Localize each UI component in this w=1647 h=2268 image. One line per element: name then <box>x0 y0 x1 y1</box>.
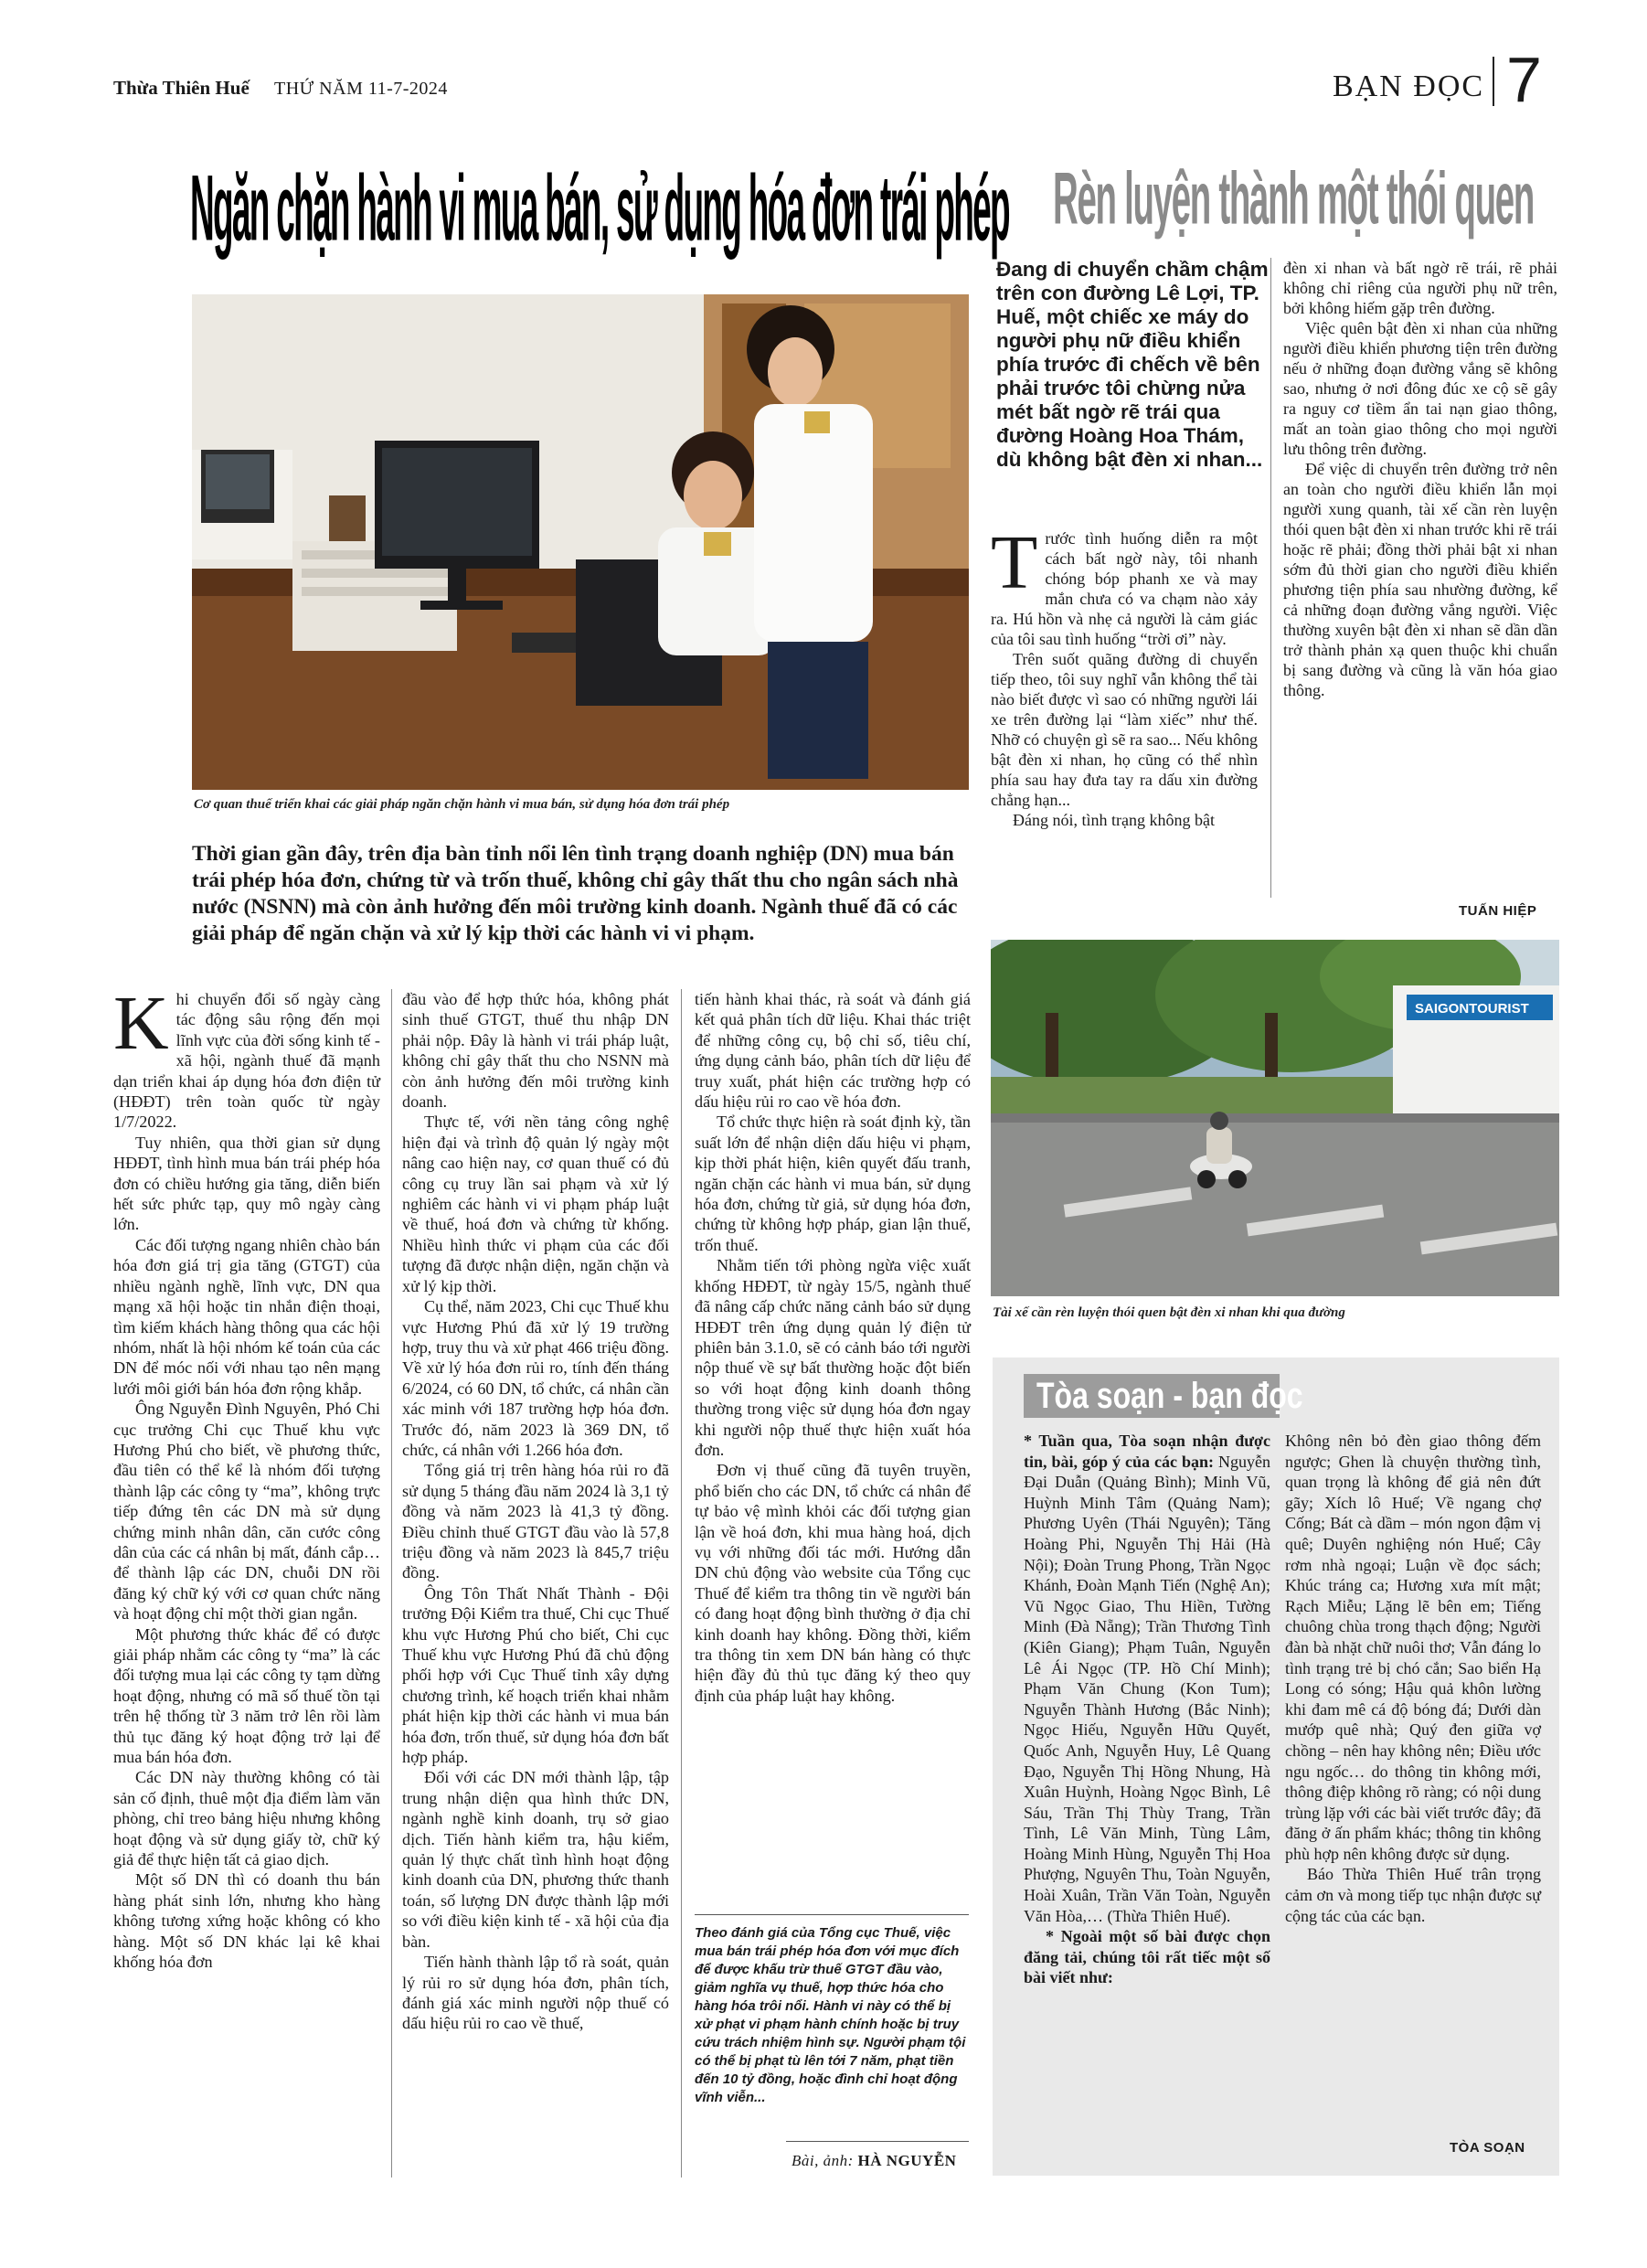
paragraph: Ông Tôn Thất Nhất Thành - Đội trưởng Đội Kiểm tra thuế, Chi cục Thuế khu vực Hương Phú cho biết, Chi cục Thuế khu vực Hương Phú đã chủ động phối hợp với Cục Thuế tỉnh xây dựng chương trình, kế hoạch triển khai nhằm phát hiện kịp thời các hành vi mua bán hóa đơn, trốn thuế, sử dụng hóa đơn bất hợp pháp. <box>402 1583 669 1767</box>
section-title: BẠN ĐỌC <box>1333 69 1485 103</box>
note-top-rule <box>695 1914 969 1915</box>
paragraph: Nhằm tiến tới phòng ngừa việc xuất khống HĐĐT, từ ngày 15/5, ngành thuế đã nâng cấp chức năng cảnh báo sử dụng HĐĐT trên ứng dụng quản lý điện tử phiên bản 3.1.0, sẽ có cảnh báo tới người nộp thuế về sự bất thường hoặc đột biến so với hoạt động kinh doanh thông thường trong việc sử dụng hóa đơn ngay khi người nộp thuế thực hiện xuất hóa đơn. <box>695 1256 971 1459</box>
paragraph: Các DN này thường không có tài sản cố định, thuê một địa điểm làm văn phòng, chỉ treo bảng hiệu nhưng không hoạt động và sử dụng giấy tờ, chữ ký giả để thực hiện tất cả giao dịch. <box>113 1768 380 1869</box>
paragraph: Tiến hành thành lập tổ rà soát, quản lý rủi ro sử dụng hóa đơn, phân tích, đánh giá xác minh người nộp thuế có dấu hiệu rủi ro cao về thuế, <box>402 1953 669 2033</box>
side-column-1 <box>991 520 1258 830</box>
byline-label: Bài, ảnh: <box>792 2152 854 2169</box>
paragraph: Đơn vị thuế cũng đã tuyên truyền, phổ biến cho các DN, tổ chức cá nhân để tự bảo vệ mình khỏi các đối tượng gian lận về hoá đơn, khi mua hàng hoá, dịch vụ với những đối tác mới. Hướng dẫn DN chủ động vào website của Tổng cục Thuế để kiểm tra thông tin về người bán có đang hoạt động bình thường ở địa chỉ kinh doanh hay không. Đồng thời, kiểm tra thông tin xem DN bán hàng có thực hiện đầy đủ thủ tục đăng ký theo quy định của pháp luật hay không. <box>695 1461 971 1705</box>
paragraph: đầu vào để hợp thức hóa, không phát sinh thuế GTGT, thuế thu nhập DN phải nộp. Đây là hành vi trái pháp luật, không chỉ gây thất thu cho NSNN mà còn ảnh hưởng đến môi trường kinh doanh. <box>402 990 669 1112</box>
side-column-2 <box>1283 258 1557 700</box>
paragraph: Đáng nói, tình trạng không bật <box>1013 811 1215 829</box>
main-column-2 <box>402 989 669 2034</box>
main-column-1 <box>113 981 380 1973</box>
paragraph: tiến hành khai thác, rà soát và đánh giá kết quả phân tích dữ liệu. Khai thác triệt để những công cụ, bộ chỉ số, tiêu chí, ứng dụng cảnh báo, phân tích dữ liệu để truy xuất, phát hiện các trường hợp có dấu hiệu rủi ro cao về hóa đơn. <box>695 990 971 1112</box>
paragraph: Ông Nguyễn Đình Nguyên, Phó Chi cục trưởng Chi cục Thuế khu vực Hương Phú cho biết, về phương thức, đầu tiên có thể kể là nhóm đối tượng thành lập các công ty “ma”, không trực tiếp đứng tên các DN mà sử dụng chứng minh nhân dân, căn cước công dân của các cá nhân bị mất, đánh cắp… để thành lập các DN, chuỗi DN rồi đăng ký chữ ký với cơ quan chức năng và hoạt động chỉ một thời gian ngắn. <box>113 1400 380 1624</box>
paragraph: Các đối tượng ngang nhiên chào bán hóa đơn giá trị gia tăng (GTGT) của nhiều ngành nghề, lĩnh vực, DN qua mạng xã hội hoặc tin nhắn điện thoại, tìm kiếm khách hàng thông qua các hội nhóm, nhất là hội nhóm kế toán của các DN để móc nối với nhau tạo nên mạng lưới môi giới bán hóa đơn rộng khắp. <box>113 1235 380 1398</box>
column-rule <box>681 989 682 2177</box>
paragraph: Tuy nhiên, qua thời gian sử dụng HĐĐT, tình hình mua bán trái phép hóa đơn có chiều hướng gia tăng, diễn biến hết sức phức tạp, quy mô ngày càng lớn. <box>113 1133 380 1234</box>
storefront-sign: SAIGONTOURIST <box>1415 1001 1529 1017</box>
paragraph: Để việc di chuyển trên đường trở nên an toàn cho người điều khiển lẫn mọi người xung quanh, tài xế cần rèn luyện thói quen bật đèn xi nhan trước khi rẽ trái hoặc rẽ phải; đồng thời phải bật xi nhan sớm đủ thời gian cho người điều khiển phương tiện phía sau nhường đường, kể cả những đoạn đường vắng người. Việc thường xuyên bật đèn xi nhan sẽ dần dần trở thành phản xạ quen thuộc khi chuẩn bị sang đường và cũng là văn hóa giao thông. <box>1283 460 1557 699</box>
main-photo-caption: Cơ quan thuế triển khai các giải pháp ngăn chặn hành vi mua bán, sử dụng hóa đơn trái phép <box>194 797 730 812</box>
mailbox-byline: TÒA SOẠN <box>1450 2140 1525 2156</box>
main-byline <box>792 2152 956 2170</box>
mailbox-contributors: Nguyễn Đại Duẫn (Quảng Bình); Minh Vũ, Huỳnh Minh Tâm (Quảng Nam); Phương Uyên (Thái Nguyên); Tăng Hoàng Phi, Nguyễn Thị Hải (Hà Nội); Đoàn Trung Phong, Trần Ngọc Khánh, Đoàn Mạnh Tiến (Nghệ An); Vũ Ngọc Giao, Thu Hiền, Tường Minh (Đà Nẵng); Trần Thương Tình (Kiên Giang); Phạm Tuân, Nguyễn Lê Ái Ngọc (TP. Hồ Chí Minh); Phạm Văn Chung (Kon Tum); Nguyễn Thành Hương (Bắc Ninh); Ngọc Hiếu, Nguyễn Hữu Quyết, Quốc Anh, Nguyễn Huy, Lê Quang Đạo, Nguyễn Thị Hồng Nhung, Hà Xuân Huỳnh, Hoàng Ngọc Bình, Lê Sáu, Trần Thị Thùy Trang, Trần Tình, Lê Văn Minh, Tùng Lâm, Hoàng Minh Hùng, Nguyễn Thị Hoa Phượng, Nguyên Thu, Toàn Nguyễn, Hoài Xuân, Trần Văn Toàn, Nguyễn Văn Hòa,… (Thừa Thiên Huế). <box>1024 1452 1270 1925</box>
paragraph: rước tình huống diễn ra một cách bất ngờ này, tôi nhanh chóng bóp phanh xe và may mắn chưa có va chạm nào xảy ra. Hú hồn và nhẹ cả người là cảm giác của tôi sau tình huống “trời ơi” này. <box>991 529 1258 648</box>
page-number: 7 <box>1506 44 1542 115</box>
paragraph: Một số DN thì có doanh thu bán hàng phát sinh lớn, nhưng kho hàng không tương xứng hoặc không có kho hàng. Một số DN khác lại kê khai khống hóa đơn <box>113 1870 380 1972</box>
side-photo-caption: Tài xế cần rèn luyện thói quen bật đèn xi nhan khi qua đường <box>993 1305 1345 1320</box>
paragraph: Việc quên bật đèn xi nhan của những người điều khiển phương tiện trên đường nếu ở những đoạn đường vắng sẽ không sao, nhưng ở nơi đông đúc xe cộ sẽ gây ra nguy cơ tiềm ẩn tai nạn giao thông, mất an toàn giao thông cho mọi người lưu thông trên đường. <box>1283 319 1557 458</box>
mailbox-banner <box>1024 1374 1303 1418</box>
main-column-3 <box>695 989 971 1706</box>
paragraph: Đối với các DN mới thành lập, tập trung nhận diện qua hình thức DN, ngành nghề kinh doanh, trụ sở giao dịch. Tiến hành kiểm tra, hậu kiểm, quản lý thực chất tình hình hoạt động kinh doanh của DN, phương thức thanh toán, số lượng DN được thành lập mới so với điều kiện kinh tế - xã hội của địa bàn. <box>402 1768 669 1951</box>
mailbox-column-2 <box>1285 1431 1541 1926</box>
newspaper-name: Thừa Thiên Huế <box>113 77 250 99</box>
issue-date: THỨ NĂM 11-7-2024 <box>274 79 448 99</box>
note-bottom-rule <box>786 2141 969 2142</box>
side-headline: Rèn luyện thành một thói quen <box>1053 156 1535 240</box>
side-byline: TUẤN HIỆP <box>1459 903 1537 919</box>
side-article-intro: Đang di chuyển chầm chậm trên con đường Lê Lợi, TP. Huế, một chiếc xe máy do người phụ nữ điều khiển phía trước đi chếch về bên phải trước tôi chừng nửa mét bất ngờ rẽ trái qua đường Hoàng Hoa Thám, dù không bật đèn xi nhan... <box>996 258 1269 471</box>
paragraph: Trên suốt quãng đường di chuyển tiếp theo, tôi suy nghĩ vẫn không thể tài nào biết được vì sao có những người lái xe trên đường lại “làm xiếc” như thế. Nhỡ có chuyện gì sẽ ra sao... Nếu không bật đèn xi nhan, họ cũng có thể nhìn phía sau hay đưa tay ra dấu xin đường chẳng hạn... <box>991 650 1258 809</box>
drop-cap: T <box>991 520 1038 605</box>
paragraph: Tổ chức thực hiện rà soát định kỳ, tần suất lớn để nhận diện dấu hiệu vi phạm, kịp thời phát hiện, kiên quyết đấu tranh, ngăn chặn các hành vi mua bán, sử dụng hóa đơn, chứng từ giả, sử dụng hóa đơn, chứng từ không hợp pháp, gian lận thuế, trốn thuế. <box>695 1113 971 1254</box>
mailbox-column-1 <box>1024 1431 1270 1988</box>
highlight-note: Theo đánh giá của Tổng cục Thuế, việc mua bán trái phép hóa đơn với mục đích để được khấu trừ thuế GTGT đầu vào, giảm nghĩa vụ thuế, hợp thức hóa cho hàng hóa trôi nổi. Hành vi này có thể bị xử phạt vi phạm hành chính hoặc bị truy cứu trách nhiệm hình sự. Người phạm tội có thể bị phạt tù lên tới 7 năm, phạt tiền đến 10 tỷ đồng, hoặc đình chỉ hoạt động vĩnh viễn... <box>695 1925 966 2105</box>
side-article-photo <box>991 940 1559 1296</box>
mailbox-thanks: Báo Thừa Thiên Huế trân trọng cảm ơn và mong tiếp tục nhận được sự cộng tác của các bạn. <box>1285 1865 1541 1925</box>
drop-cap: K <box>113 981 169 1066</box>
column-rule <box>391 989 392 2177</box>
mailbox-intro: * Tuần qua, Tòa soạn nhận được tin, bài, góp ý của các bạn: <box>1024 1432 1270 1471</box>
main-headline: Ngăn chặn hành vi mua bán, sử dụng hóa đơn trái phép <box>190 154 1009 261</box>
paragraph: Một phương thức khác để có được giải pháp nhằm các công ty “ma” là các đối tượng mua lại các công ty tạm dừng hoạt động, nhưng có mã số thuế tồn tại trên hệ thống từ 3 năm trở lên rồi làm thủ tục đăng ký hoạt động trở lại để mua bán hóa đơn. <box>113 1624 380 1767</box>
readers-mailbox <box>993 1358 1559 2176</box>
paragraph: hi chuyển đổi số ngày càng tác động sâu rộng đến mọi lĩnh vực của đời sống kinh tế - xã hội, ngành thuế đã mạnh dạn triển khai áp dụng hóa đơn điện tử (HĐĐT) trên toàn quốc từ ngày 1/7/2022. <box>113 990 380 1132</box>
street-scene-illustration <box>991 940 1559 1296</box>
main-article-lead: Thời gian gần đây, trên địa bàn tỉnh nổi lên tình trạng doanh nghiệp (DN) mua bán trái phép hóa đơn, chứng từ và trốn thuế, không chỉ gây thất thu cho ngân sách nhà nước (NSNN) mà còn ảnh hưởng đến môi trường kinh doanh. Ngành thuế đã có các giải pháp để ngăn chặn và xử lý kịp thời các hành vi vi phạm. <box>192 842 959 945</box>
paragraph: Thực tế, với nền tảng công nghệ hiện đại và trình độ quản lý ngày một nâng cao hiện nay, cơ quan thuế có đủ công cụ truy lần sai phạm và xử lý nghiêm các hành vi vi phạm pháp luật về thuế, hoá đơn và chứng từ khống. Nhiều hình thức vi phạm của các đối tượng đã được nhận diện, ngăn chặn và xử lý kịp thời. <box>402 1113 669 1295</box>
header-divider <box>1493 57 1494 106</box>
paragraph: Cụ thể, năm 2023, Chi cục Thuế khu vực Hương Phú đã xử lý 19 trường hợp, truy thu và xử phạt 466 triệu đồng. Về xử lý hóa đơn rủi ro, tính đến tháng 6/2024, có 60 DN, tổ chức, cá nhân cần xác minh với 187 trường hợp hóa đơn. Trước đó, năm 2023 là 369 DN, tổ chức, cá nhân với 1.266 hóa đơn. <box>402 1297 669 1459</box>
byline-name: HÀ NGUYỄN <box>857 2152 957 2169</box>
paragraph: Tổng giá trị trên hàng hóa rủi ro đã sử dụng 5 tháng đầu năm 2024 là 3,1 tỷ đồng và năm 2023 là 41,3 tỷ đồng. Điều chỉnh thuế GTGT đầu vào là 57,8 triệu đồng và năm 2023 là 845,7 triệu đồng. <box>402 1461 669 1582</box>
mailbox-title: Tòa soạn - bạn đọc <box>1036 1376 1303 1416</box>
mailbox-outro: * Ngoài một số bài được chọn đăng tải, chúng tôi rất tiếc một số bài viết như: <box>1024 1927 1270 1987</box>
mailbox-rejected-list: Không nên bỏ đèn giao thông đếm ngược; Ghen là chuyện thường tình, quan trọng là không để giả nên đứt gãy; Xích lô Huế; Về ngang chợ Cống; Bát cà dầm – món ngon đậm vị quê; Duyên nghiệng nón Huế; Cây rơm nhà ngoại; Luận về đọc sách; Khúc tráng ca; Hương xưa mít mật; Rạch Miễu; Lặng lẽ bên em; Tiếng chuông chùa trong thạch động; Người đàn bà nhặt chữ nuôi thơ; Vẫn đáng lo tình trạng trẻ bị chó cắn; Sao biển Hạ Long có sóng; Hậu quả khôn lường khi đam mê cá độ bóng đá; Dưới dàn mướp quê nhà; Quý đen giữa vợ chồng – nên hay không nên; Điều ước ngu ngốc… do thông tin không mới, thông điệp không rõ ràng; có nội dung trùng lặp với các bài viết trước đây; đã đăng ở ấn phẩm khác; thông tin không phù hợp nên không được sử dụng. <box>1285 1432 1541 1863</box>
main-article-photo <box>192 294 969 790</box>
column-rule <box>1270 258 1271 898</box>
paragraph: đèn xi nhan và bất ngờ rẽ trái, rẽ phải không chỉ riêng của người phụ nữ trên, bởi không hiếm gặp trên đường. <box>1283 259 1557 317</box>
office-scene-illustration <box>192 294 969 790</box>
